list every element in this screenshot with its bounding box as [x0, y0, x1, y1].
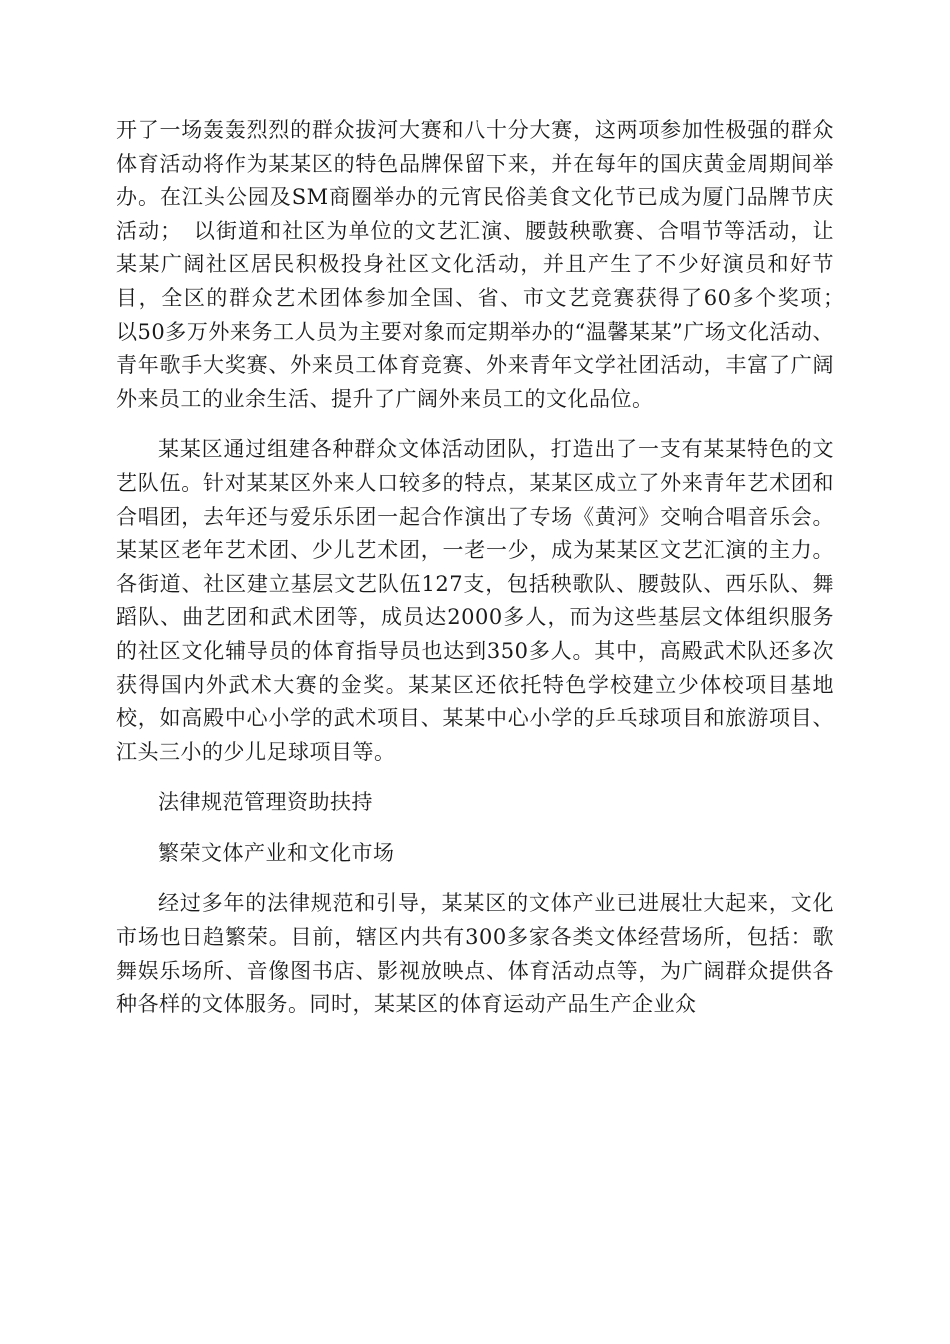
paragraph-cultural-industry: 经过多年的法律规范和引导，某某区的文体产业已进展壮大起来，文化市场也日趋繁荣。目前，辖区内共有300多家各类文体经营场所，包括：歌舞娱乐场所、音像图书店、影视放映点、体育活动点等，为广阔群众提供各种各样的文体服务。同时，某某区的体育运动产品生产企业众	[116, 891, 834, 1017]
paragraph-art-teams: 某某区通过组建各种群众文体活动团队，打造出了一支有某某特色的文艺队伍。针对某某区外来人口较多的特点，某某区成立了外来青年艺术团和合唱团，去年还与爱乐乐团一起合作演出了专场《黄河》交响合唱音乐会。某某区老年艺术团、少儿艺术团，一老一少，成为某某区文艺汇演的主力。各街道、社区建立基层文艺队伍127支，包括秧歌队、腰鼓队、西乐队、舞蹈队、曲艺团和武术团等，成员达2000多人，而为这些基层文体组织服务的社区文化辅导员的体育指导员也达到350多人。其中，高殿武术队还多次获得国内外武术大赛的金奖。某某区还依托特色学校建立少体校项目基地校，如高殿中心小学的武术项目、某某中心小学的乒乓球项目和旅游项目、江头三小的少儿足球项目等。	[116, 437, 834, 764]
document-body	[116, 114, 856, 1039]
section-heading-cultural-market: 繁荣文体产业和文化市场	[158, 840, 395, 865]
paragraph-community-activities: 开了一场轰轰烈烈的群众拔河大赛和八十分大赛，这两项参加性极强的群众体育活动将作为某某区的特色品牌保留下来，并在每年的国庆黄金周期间举办。在江头公园及SM商圈举办的元宵民俗美食文化节已成为厦门品牌节庆活动； 以街道和社区为单位的文艺汇演、腰鼓秧歌赛、合唱节等活动，让某某广阔社区居民积极投身社区文化活动，并且产生了不少好演员和好节目，全区的群众艺术团体参加全国、省、市文艺竞赛获得了60多个奖项； 以50多万外来务工人员为主要对象而定期举办的“温馨某某”广场文化活动、青年歌手大奖赛、外来员工体育竞赛、外来青年文学社团活动，丰富了广阔外来员工的业余生活、提升了广阔外来员工的文化品位。	[116, 118, 856, 411]
section-heading-legal-support: 法律规范管理资助扶持	[158, 790, 373, 815]
